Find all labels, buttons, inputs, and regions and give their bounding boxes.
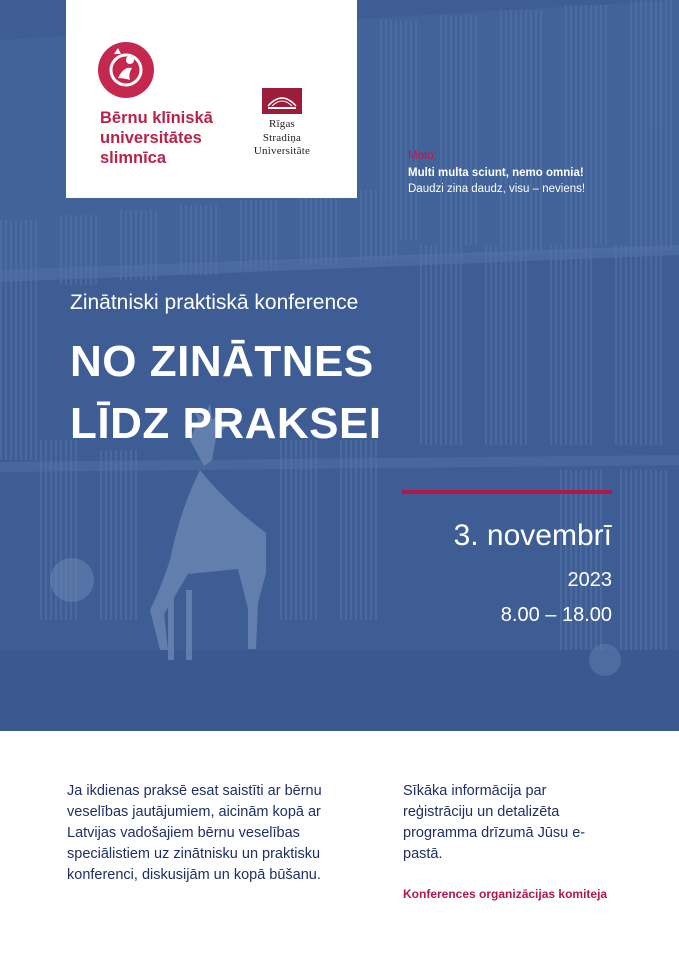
- logo-panel: [66, 0, 357, 198]
- rsu-building-crest-logo: [262, 88, 302, 114]
- rsu-university-name: Rīgas Stradiņa Universitāte: [253, 118, 311, 157]
- event-date: 3. novembrī: [453, 519, 612, 552]
- motto-label: Moto:: [408, 150, 437, 162]
- invitation-text: Ja ikdienas praksē esat saistīti ar bērnu veselības jautājumiem, aicinām kopā ar Latvijas vadošajiem bērnu veselības speciālistiem uz zinātnisku un praktisku konferenci, diskusijām un kopā būšanu.: [67, 783, 322, 883]
- organizing-committee-signature: Konferences organizācijas komiteja: [403, 887, 608, 901]
- motto-block: [408, 148, 648, 198]
- registration-info: Sīkāka informācija par reģistrāciju un detalizēta programma drīzumā Jūsu e-pastā.: [403, 783, 586, 862]
- conference-title: NO ZINĀTNES LĪDZ PRAKSEI: [70, 337, 382, 448]
- child-figure-circle-logo: [96, 40, 156, 100]
- bku-hospital-name: Bērnu klīniskā universitātes slimnīca: [100, 109, 213, 167]
- accent-divider: [402, 490, 612, 494]
- motto-latvian: Daudzi zina daudz, visu – neviens!: [408, 183, 586, 195]
- info-section: [0, 731, 679, 963]
- conference-subtitle: Zinātniski praktiskā konference: [70, 291, 359, 314]
- event-year: 2023: [567, 569, 612, 591]
- event-time: 8.00 – 18.00: [500, 604, 612, 626]
- motto-latin: Multi multa sciunt, nemo omnia!: [408, 166, 584, 179]
